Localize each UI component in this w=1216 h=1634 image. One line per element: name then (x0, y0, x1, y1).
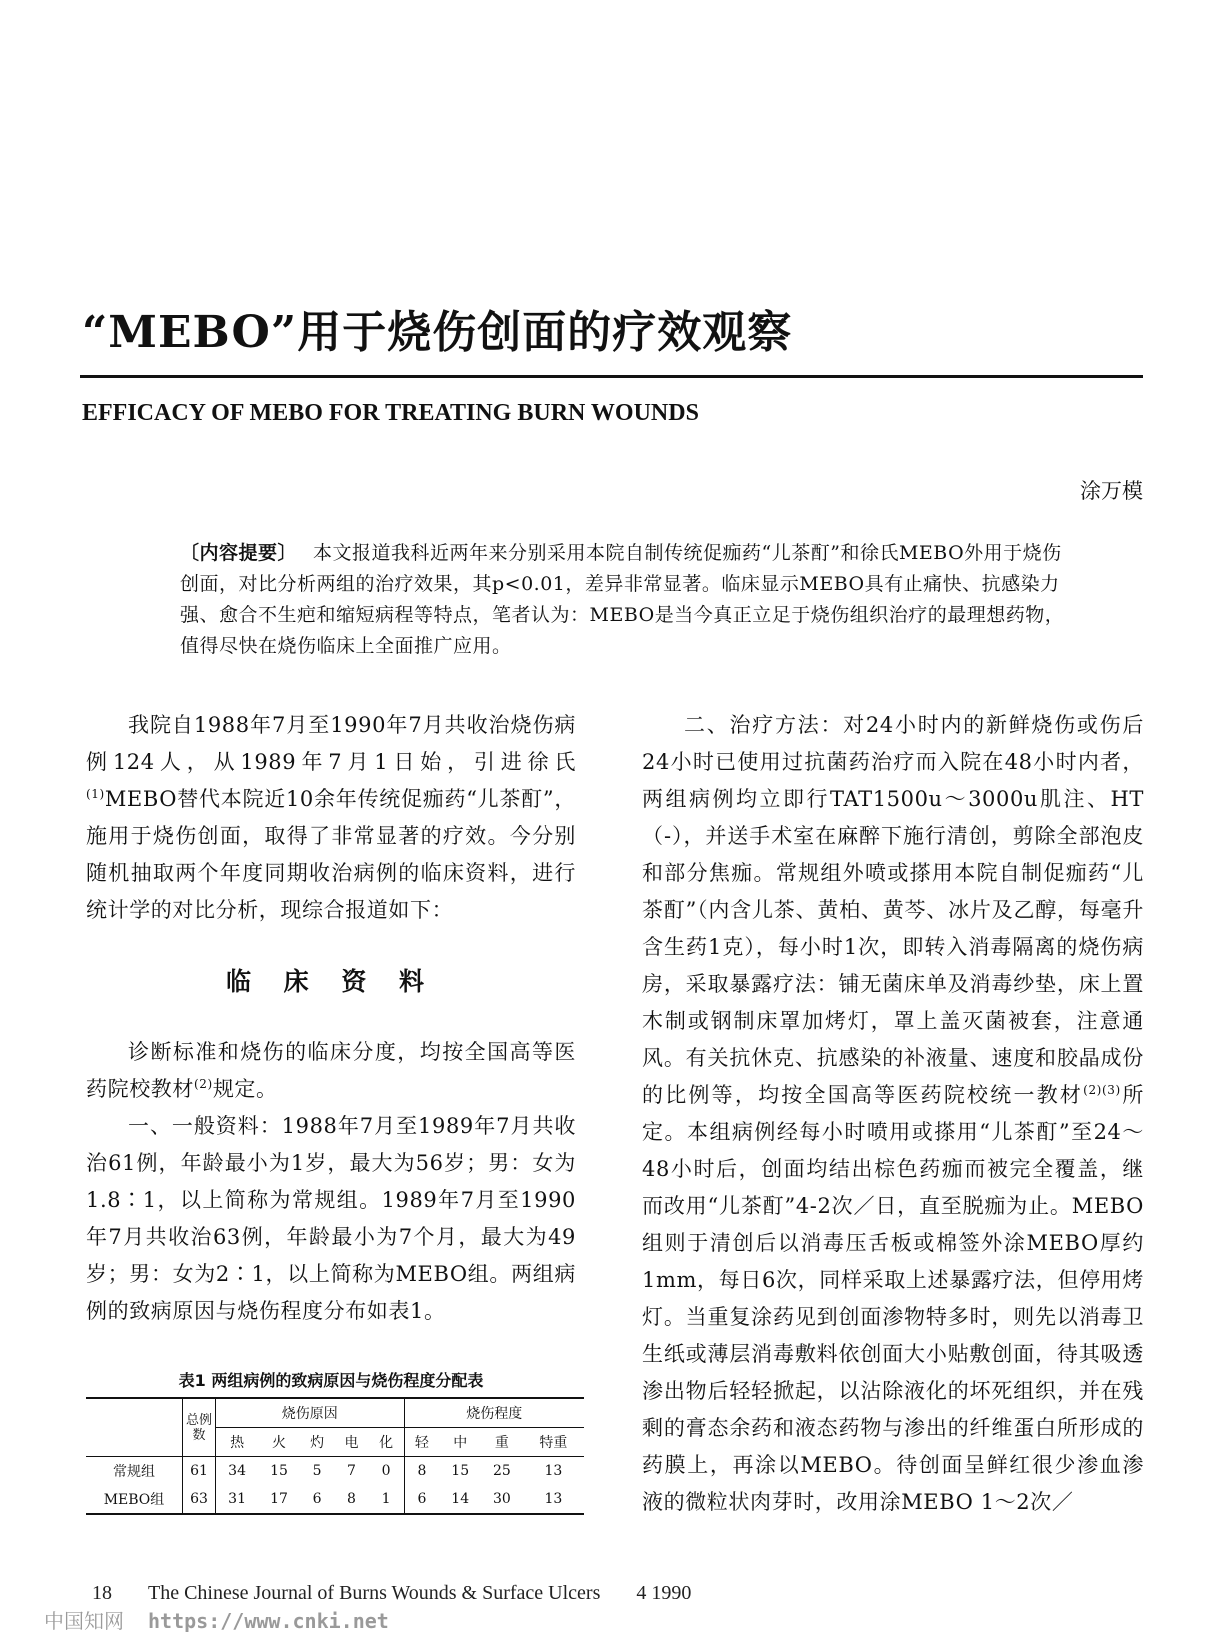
table-row (86, 1457, 584, 1486)
page-title: “MEBO”用于烧伤创面的疗效观察 (82, 307, 793, 358)
row-label: MEBO组 (86, 1485, 183, 1514)
citation-ref: (2)(3) (1083, 1083, 1121, 1097)
english-title: EFFICACY OF MEBO FOR TREATING BURN WOUNDS (82, 400, 699, 426)
column-header: 特重 (539, 1435, 568, 1451)
table-cell: 0 (369, 1457, 404, 1486)
table-cell: 6 (312, 1491, 322, 1507)
column-header: 化 (369, 1428, 404, 1457)
intro-paragraph (86, 707, 576, 929)
watermark-name: 中国知网 (44, 1609, 124, 1633)
table-cell: 17 (270, 1491, 288, 1507)
column-header: 电 (344, 1435, 359, 1451)
cause-header: 烧伤原因 (216, 1398, 405, 1428)
table-cell: 8 (347, 1491, 356, 1507)
table-cell: 30 (492, 1491, 511, 1507)
issue-info: 4 1990 (636, 1582, 692, 1604)
column-header: 中 (453, 1435, 468, 1451)
page-number: 18 (92, 1582, 112, 1604)
row-label: 常规组 (86, 1457, 183, 1486)
table-cell: 7 (347, 1463, 356, 1479)
column-header: 火 (272, 1435, 287, 1451)
column-header: 热 (230, 1435, 245, 1451)
treatment-text-cont: 所定。本组病例经每小时喷用或搽用“儿茶酊”至24～48小时后，创面均结出棕色药痂而被完全覆盖，继而改用“儿茶酊”4-2次／日，直至脱痂为止。MEBO组则于清创后以消毒压舌板或棉签外涂MEBO厚约1mm，每日6次，同样采取上述暴露疗法，但停用烤灯。当重复涂药见到创面渗物特多时，则先以消毒卫生纸或薄层消毒敷料依创面大小贴敷创面，待其吸透渗出物后轻轻掀起，以沾除液化的坏死组织，并在残剩的膏态余药和液态药物与渗出的纤维蛋白所形成的药膜上，再涂以MEBO。待创面呈鲜红很少渗血渗液的微粒状肉芽时，改用涂MEBO 1～2次／ (642, 1083, 1144, 1514)
right-column (642, 707, 1144, 1521)
citation-ref: (1) (86, 787, 105, 801)
total-header: 总例数 (183, 1398, 216, 1457)
table-cell: 14 (451, 1491, 470, 1507)
table-cell: 15 (451, 1463, 470, 1479)
table-cell: 15 (270, 1463, 288, 1479)
cell-total: 63 (183, 1485, 216, 1514)
abstract-text: 本文报道我科近两年来分别采用本院自制传统促痂药“儿茶酊”和徐氏MEBO外用于烧伤创面，对比分析两组的治疗效果，其p<0.01，差异非常显著。临床显示MEBO具有止痛快、抗感染力强、愈合不生疤和缩短病程等特点，笔者认为：MEBO是当今真正立足于烧伤组织治疗的最理想药物，值得尽快在烧伤临床上全面推广应用。 (180, 542, 1065, 657)
table-cell: 8 (417, 1463, 427, 1479)
citation-ref: (2) (194, 1077, 213, 1091)
table-row (86, 1485, 584, 1514)
column-header: 灼 (310, 1435, 325, 1451)
degree-header: 烧伤程度 (404, 1398, 584, 1428)
criteria-paragraph (86, 1034, 576, 1108)
page-footer (92, 1582, 727, 1605)
table-cell: 25 (492, 1463, 511, 1479)
table-cell: 5 (312, 1463, 322, 1479)
watermark-url: https://www.cnki.net (148, 1609, 389, 1633)
abstract (180, 538, 1080, 662)
data-table (86, 1397, 584, 1515)
title-divider (80, 375, 1143, 378)
journal-name: The Chinese Journal of Burns Wounds & Surface Ulcers (148, 1582, 601, 1604)
intro-text-cont: MEBO替代本院近10余年传统促痂药“儿茶酊”，施用于烧伤创面，取得了非常显著的疗效。今分别随机抽取两个年度同期收治病例的临床资料，进行统计学的对比分析，现综合报道如下： (86, 787, 576, 922)
criteria-text-cont: 规定。 (212, 1077, 278, 1101)
column-header: 重 (494, 1435, 509, 1451)
table-cell: 13 (544, 1463, 563, 1479)
abstract-heading: 〔内容提要〕 (180, 542, 298, 564)
left-column (86, 707, 576, 1330)
table-header-row (86, 1398, 584, 1428)
criteria-text: 诊断标准和烧伤的临床分度，均按全国高等医药院校教材 (86, 1040, 576, 1101)
treatment-text: 二、治疗方法：对24小时内的新鲜烧伤或伤后24小时已使用过抗菌药治疗而入院在48小时内者，两组病例均立即行TAT1500u～3000u肌注、HT（-），并送手术室在麻醉下施行清创，剪除全部泡皮和部分焦痂。常规组外喷或搽用本院自制促痂药“儿茶酊”（内含儿茶、黄柏、黄芩、冰片及乙醇，每毫升含生药1克），每小时1次，即转入消毒隔离的烧伤病房，采取暴露疗法：铺无菌床单及消毒纱垫，床上置木制或钢制床罩加烤灯，罩上盖灭菌被套，注意通风。有关抗休克、抗感染的补液量、速度和胶晶成份的比例等，均按全国高等医药院校统一教材 (642, 713, 1144, 1107)
table-cell: 31 (228, 1491, 246, 1507)
treatment-paragraph (642, 707, 1144, 1521)
general-data-paragraph: 一、一般资料：1988年7月至1989年7月共收治61例，年龄最小为1岁，最大为56岁；男：女为1.8∶1，以上简称为常规组。1989年7月至1990年7月共收治63例，年龄最小为7个月，最大为49岁；男：女为2∶1，以上简称为MEBO组。两组病例的致病原因与烧伤程度分布如表1。 (86, 1114, 576, 1323)
table-cell: 34 (228, 1463, 246, 1479)
cell-total: 61 (183, 1457, 216, 1486)
column-header: 轻 (414, 1435, 429, 1451)
intro-text: 我院自1988年7月至1990年7月共收治烧伤病例124人，从1989年7月1日始，引进徐氏 (86, 713, 576, 774)
table-cell: 1 (369, 1485, 404, 1514)
row-label-header (86, 1398, 183, 1457)
section-heading: 临 床 资 料 (225, 967, 437, 996)
table-caption: 表1 两组病例的致病原因与烧伤程度分配表 (178, 1371, 484, 1390)
table-cell: 6 (417, 1491, 427, 1507)
author-name: 涂万模 (1080, 479, 1143, 503)
table-cell: 13 (544, 1491, 563, 1507)
